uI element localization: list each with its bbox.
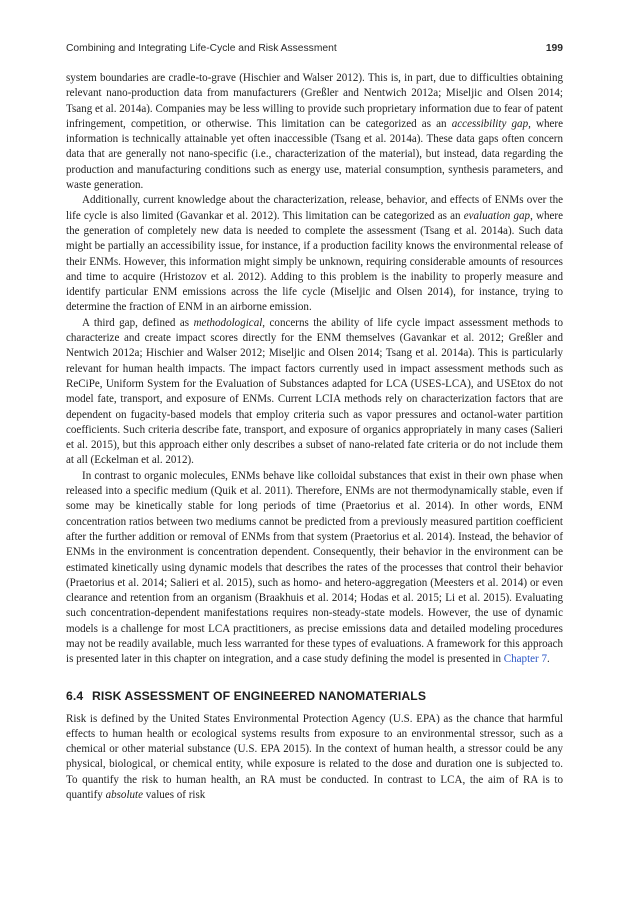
paragraph-text: system boundaries are cradle-to-grave (Hischier and Walser 2012). This is, in part, due to difficulties obtaining relevant nano-production data from manufacturers (Greßler and Nentwich 2012a; Miseljic and Olsen 2014; Tsang et al. 2014a). Companies may be less willing to provide such proprietary information due to fear of patent infringement, competition, or otherwise. This limitation can be categorized as an (66, 72, 563, 130)
chapter-7-link[interactable]: Chapter 7 (503, 653, 548, 666)
paragraph-text: A third gap, defined as (82, 316, 194, 329)
paragraph-text: Risk is defined by the United States Environmental Protection Agency (U.S. EPA) as the chance that harmful effects to human health or ecological systems results from exposure to an environmental stressor, such as a chemical or other material substance (U.S. EPA 2015). In the context of human health, a stressor could be any physical, biological, or chemical entity, while exposure is related to the dose and duration one is subjected to. To quantify the risk to human health, an RA must be conducted. In contrast to LCA, the aim of RA is to quantify (66, 712, 563, 802)
paragraph-text: . (547, 653, 550, 666)
term-evaluation-gap: evaluation gap (463, 209, 531, 222)
paragraph-text: , concerns the ability of life cycle impact assessment methods to characterize and create impact scores directly for the ENM themselves (Gavankar et al. 2012; Greßler and Nentwich 2012a; Hischier and Walser 2012; Miseljic and Olsen 2014; Tsang et al. 2014a). This is particularly relevant for human health impacts. The impact factors currently used in impact assessment methods such as ReCiPe, Uniform System for the Evaluation of Substances adapted for LCA (USES-LCA), and USEtox do not model fate, transport, and exposure of ENMs. Current LCIA methods rely on characterization factors that are dependent on fugacity-based models that employ criteria such as vapor pressures and octanol-water partition coefficients. Such criteria describe fate, transport, and exposure of organics appropriately in many cases (Salieri et al. 2015), but this approach either only describes a subset of nano-related fate criteria or do not include them at all (Eckelman et al. 2012). (66, 316, 563, 467)
paragraph-risk-definition (66, 712, 563, 804)
section-heading (66, 688, 563, 704)
paragraph-evaluation-gap (66, 193, 563, 315)
paragraph-text: In contrast to organic molecules, ENMs behave like colloidal substances that exist in their own phase when released into a specific medium (Quik et al. 2011). Therefore, ENMs are not thermodynamically stable, even if some may be kinetically stable for long periods of time (Praetorius et al. 2014). In other words, ENM concentration ratios between two mediums cannot be predicted from a previously measured partition coefficient after the further addition or removal of ENMs from that system (Praetorius et al. 2014). Instead, the behavior of ENMs in the environment is concentration dependent. Consequently, their behavior in the environment can be estimated kinetically using dynamic models that describes the rates of the processes that control their behavior (Praetorius et al. 2014; Salieri et al. 2015), such as homo- and hetero-aggregation (Meesters et al. 2014) or even clearance and retention from an organism (Braakhuis et al. 2014; Hodas et al. 2015; Li et al. 2015). Evaluating such concentration-dependent manifestations requires non-steady-state models. However, the use of dynamic models is a challenge for most LCA practitioners, as precise emissions data and detailed modeling procedures may not be readily available, much less warranted for these types of evaluations. A framework for this approach is presented later in this chapter on integration, and a case study defining the model is presented in (66, 469, 563, 666)
paragraph-text: Additionally, current knowledge about the characterization, release, behavior, and effects of ENMs over the life cycle is also limited (Gavankar et al. 2012). This limitation can be categorized as an (66, 194, 563, 222)
term-absolute: absolute (105, 789, 144, 802)
term-methodological: methodological (193, 316, 263, 329)
paragraph-text: , where the generation of completely new data is needed to complete the assessment (Tsang et al. 2014a). Such data might be partially an accessibility issue, for instance, if a production facility knows the environmental release of their ENMs. However, this information might simply be unknown, requiring considerable amounts of resources and time to acquire (Hristozov et al. 2012). Adding to this problem is the inability to properly measure and identify particular ENM emissions across the life cycle (Miseljic and Olsen 2014), for instance, trying to determine the fraction of ENM in an airborne emission. (66, 209, 563, 314)
page-number: 199 (545, 43, 563, 54)
term-accessibility-gap: accessibility gap (451, 117, 529, 130)
paragraph-methodological-gap (66, 316, 563, 469)
running-header (66, 43, 563, 57)
page-body (66, 71, 563, 803)
paragraph-boundaries (66, 71, 563, 193)
paragraph-text: , where information is technically attainable yet often inaccessible (Tsang et al. 2014a). These data gaps often concern data that are generally not nano-specific (i.e., characterization of the material), but instead, data regarding the production and manufacturing conditions such as energy use, material consumption, synthesis parameters, and waste generation. (66, 117, 564, 192)
running-title: Combining and Integrating Life-Cycle and Risk Assessment (66, 43, 337, 54)
paragraph-colloidal-behavior (66, 469, 563, 668)
section-number: 6.4 (66, 688, 84, 703)
paragraph-text: values of risk (143, 789, 206, 802)
section-title: RISK ASSESSMENT OF ENGINEERED NANOMATERIALS (92, 688, 427, 703)
